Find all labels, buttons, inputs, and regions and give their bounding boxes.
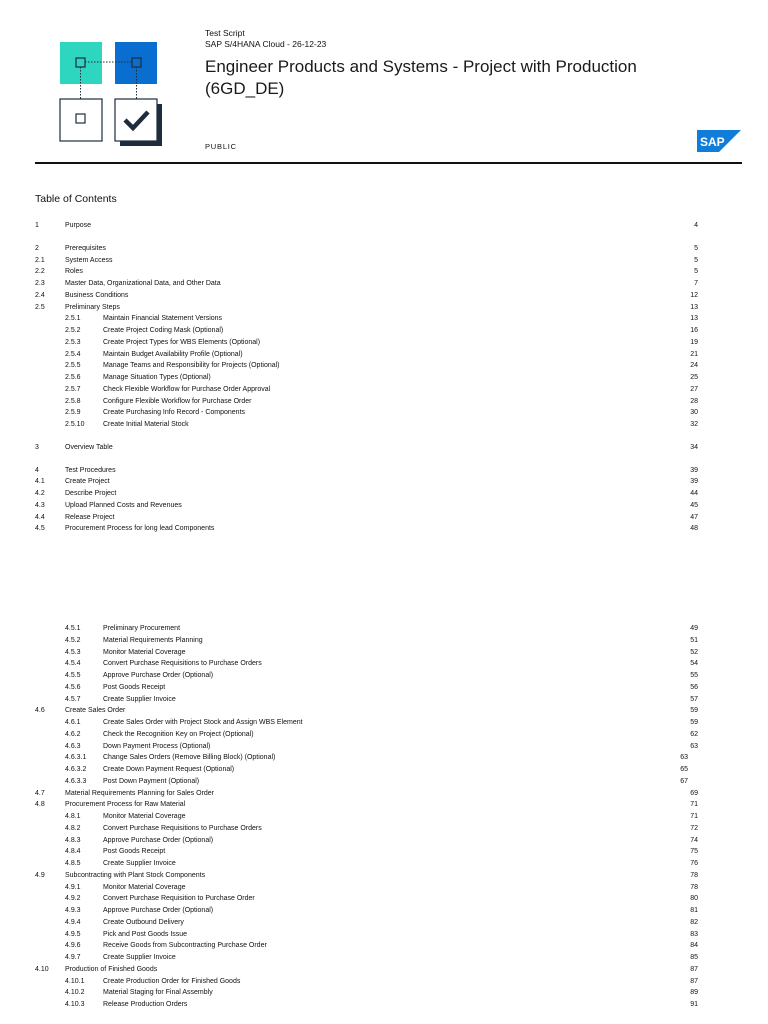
toc-entry-number: 4.5.5 bbox=[65, 672, 81, 679]
toc-entry-title: Create Initial Material Stock bbox=[103, 421, 189, 428]
toc-entry-page: 56 bbox=[690, 683, 698, 691]
toc-entry-title: Monitor Material Coverage bbox=[103, 648, 186, 656]
toc-entry-number: 4.1 bbox=[35, 478, 45, 486]
toc-entry-number: 2.5.4 bbox=[65, 350, 81, 358]
toc-entry-page: 5 bbox=[694, 244, 698, 252]
toc-entry-title: Receive Goods from Subcontracting Purchase Order bbox=[103, 942, 267, 950]
toc-entry-number: 1 bbox=[35, 222, 39, 229]
toc-entry[interactable] bbox=[0, 512, 768, 523]
toc-entry[interactable] bbox=[0, 964, 768, 975]
toc-entry-page: 13 bbox=[690, 303, 698, 311]
toc-entry-page: 85 bbox=[690, 954, 698, 961]
toc-entry[interactable] bbox=[0, 302, 768, 313]
toc-entry[interactable] bbox=[0, 255, 768, 266]
toc-entry[interactable] bbox=[0, 476, 768, 487]
toc-entry-page: 12 bbox=[690, 291, 698, 299]
toc-entry-number: 4.6 bbox=[35, 707, 45, 715]
toc-entry[interactable] bbox=[0, 488, 768, 499]
toc-entry-page: 91 bbox=[690, 1001, 698, 1008]
toc-entry-title: Manage Teams and Responsibility for Projects (Optional) bbox=[103, 362, 280, 370]
toc-entry-page: 48 bbox=[690, 525, 698, 533]
toc-entry-title: Roles bbox=[65, 268, 83, 276]
toc-entry-number: 2 bbox=[35, 244, 39, 252]
toc-entry[interactable] bbox=[0, 278, 768, 289]
toc-entry-number: 4.6.2 bbox=[65, 730, 81, 738]
toc-entry[interactable] bbox=[0, 372, 768, 383]
toc-entry-number: 4.9.2 bbox=[65, 895, 81, 903]
toc-entry-number: 4.10.1 bbox=[65, 977, 85, 985]
toc-entry-title: Purpose bbox=[65, 222, 92, 229]
toc-entry-page: 57 bbox=[690, 695, 698, 703]
toc-entry-page: 78 bbox=[690, 871, 698, 879]
toc-entry[interactable] bbox=[0, 349, 768, 360]
toc-entry[interactable] bbox=[0, 523, 768, 534]
toc-entry-title: Approve Purchase Order (Optional) bbox=[103, 907, 214, 914]
toc-entry-page: 4 bbox=[694, 222, 698, 229]
toc-entry[interactable] bbox=[0, 987, 768, 998]
toc-entry-number: 4.3 bbox=[35, 501, 45, 509]
toc-entry-number: 2.5 bbox=[35, 303, 45, 311]
toc-entry-title: Monitor Material Coverage bbox=[103, 813, 186, 820]
toc-entry[interactable] bbox=[0, 976, 768, 987]
toc-entry[interactable] bbox=[0, 442, 768, 453]
toc-entry[interactable] bbox=[0, 905, 768, 916]
toc-entry-title: Material Requirements Planning for Sales Order bbox=[65, 789, 215, 797]
toc-entry-title: Create Sales Order bbox=[65, 707, 126, 715]
toc-heading: Table of Contents bbox=[35, 193, 117, 205]
toc-entry-page: 16 bbox=[690, 327, 698, 334]
toc-entry-title: Approve Purchase Order (Optional) bbox=[103, 672, 214, 679]
toc-entry-page: 39 bbox=[690, 478, 698, 486]
toc-entry-title: Create Project Types for WBS Elements (Optional) bbox=[103, 338, 261, 346]
toc-entry-number: 2.3 bbox=[35, 280, 45, 287]
toc-entry[interactable] bbox=[0, 752, 768, 763]
toc-entry-number: 4.5.6 bbox=[65, 683, 81, 691]
toc-entry-title: Maintain Budget Availability Profile (Optional) bbox=[103, 350, 243, 358]
toc-entry-number: 3 bbox=[35, 443, 39, 451]
toc-entry-number: 4.6.3.3 bbox=[65, 777, 87, 785]
toc-entry-page: 51 bbox=[690, 636, 698, 644]
toc-entry[interactable] bbox=[0, 243, 768, 254]
toc-entry[interactable] bbox=[0, 846, 768, 857]
toc-entry-title: Pick and Post Goods Issue bbox=[103, 930, 188, 938]
toc-entry-title: Overview Table bbox=[65, 443, 113, 451]
toc-entry-page: 71 bbox=[690, 813, 698, 820]
toc-entry-page: 69 bbox=[690, 789, 698, 797]
toc-entry[interactable] bbox=[0, 999, 768, 1010]
toc-entry-page: 7 bbox=[694, 280, 698, 287]
toc-entry-title: Create Supplier Invoice bbox=[103, 954, 176, 961]
toc-entry-number: 4.6.1 bbox=[65, 719, 81, 726]
toc-entry-title: Post Down Payment (Optional) bbox=[103, 777, 200, 785]
sap-logo-text: SAP bbox=[700, 135, 725, 149]
toc-entry-number: 4.8.1 bbox=[65, 813, 81, 820]
toc-entry-title: Post Goods Receipt bbox=[103, 683, 166, 691]
doc-type: Test Script bbox=[205, 28, 245, 38]
toc-entry-page: 27 bbox=[690, 385, 698, 393]
classification-label: PUBLIC bbox=[205, 142, 237, 151]
toc-entry[interactable] bbox=[0, 407, 768, 418]
toc-entry-number: 2.5.9 bbox=[65, 409, 81, 417]
title-line-1: Engineer Products and Systems - Project with Production bbox=[205, 57, 637, 76]
toc-entry-page: 5 bbox=[694, 256, 698, 264]
toc-entry-number: 4.6.3 bbox=[65, 742, 81, 750]
toc-entry[interactable] bbox=[0, 705, 768, 716]
toc-entry-number: 2.5.10 bbox=[65, 421, 85, 428]
toc-entry-title: Convert Purchase Requisitions to Purchase Orders bbox=[103, 660, 262, 668]
toc-entry[interactable] bbox=[0, 729, 768, 740]
toc-entry[interactable] bbox=[0, 858, 768, 869]
toc-entry-page: 65 bbox=[680, 766, 688, 773]
toc-entry-number: 4.8.3 bbox=[65, 836, 81, 844]
toc-entry[interactable] bbox=[0, 823, 768, 834]
toc-entry-page: 59 bbox=[690, 719, 698, 726]
toc-entry-number: 4.5.2 bbox=[65, 636, 81, 644]
toc-entry-title: Preliminary Procurement bbox=[103, 625, 181, 632]
toc-entry-page: 54 bbox=[690, 660, 698, 668]
toc-entry[interactable] bbox=[0, 741, 768, 752]
toc-entry-number: 2.5.6 bbox=[65, 374, 81, 381]
toc-entry[interactable] bbox=[0, 811, 768, 822]
toc-entry[interactable] bbox=[0, 647, 768, 658]
toc-entry[interactable] bbox=[0, 313, 768, 324]
toc-entry-number: 4.8.4 bbox=[65, 848, 81, 856]
toc-entry-number: 2.5.1 bbox=[65, 315, 81, 323]
toc-entry[interactable] bbox=[0, 635, 768, 646]
toc-entry[interactable] bbox=[0, 325, 768, 336]
toc-entry-title: Check Flexible Workflow for Purchase Order Approval bbox=[103, 385, 271, 393]
toc-entry-number: 2.5.5 bbox=[65, 362, 81, 370]
toc-entry[interactable] bbox=[0, 220, 768, 231]
toc-entry-page: 87 bbox=[690, 965, 698, 973]
toc-entry[interactable] bbox=[0, 764, 768, 775]
toc-entry[interactable] bbox=[0, 500, 768, 511]
toc-entry-page: 5 bbox=[694, 268, 698, 276]
toc-entry-page: 44 bbox=[690, 490, 698, 497]
toc-entry-page: 81 bbox=[690, 907, 698, 914]
toc-entry-number: 4.7 bbox=[35, 789, 45, 797]
toc-entry-title: Post Goods Receipt bbox=[103, 848, 166, 856]
toc-entry[interactable] bbox=[0, 917, 768, 928]
toc-entry-number: 4.2 bbox=[35, 490, 45, 497]
toc-entry-number: 2.4 bbox=[35, 291, 45, 299]
toc-entry-page: 47 bbox=[690, 513, 698, 521]
toc-entry-page: 72 bbox=[690, 824, 698, 832]
toc-entry-title: Create Sales Order with Project Stock and Assign WBS Element bbox=[103, 719, 303, 726]
toc-entry-page: 67 bbox=[680, 777, 688, 785]
toc-entry-title: Manage Situation Types (Optional) bbox=[103, 374, 211, 381]
toc-entry-number: 4 bbox=[35, 466, 39, 474]
toc-entry-number: 4.5 bbox=[35, 525, 45, 533]
toc-entry[interactable] bbox=[0, 799, 768, 810]
toc-entry-page: 28 bbox=[690, 397, 698, 405]
toc-entry[interactable] bbox=[0, 929, 768, 940]
toc-entry-title: Subcontracting with Plant Stock Components bbox=[65, 871, 206, 879]
toc-entry-title: Create Down Payment Request (Optional) bbox=[103, 766, 235, 773]
toc-entry-title: Create Outbound Delivery bbox=[103, 918, 184, 926]
toc-entry-page: 76 bbox=[690, 860, 698, 867]
toc-entry-title: Test Procedures bbox=[65, 466, 116, 474]
toc-entry-number: 2.5.3 bbox=[65, 338, 81, 346]
toc-entry-page: 89 bbox=[690, 989, 698, 997]
toc-entry[interactable] bbox=[0, 419, 768, 430]
toc-entry-number: 2.1 bbox=[35, 256, 45, 264]
toc-entry-page: 74 bbox=[690, 836, 698, 844]
toc-entry-page: 45 bbox=[690, 501, 698, 509]
toc-entry-title: Maintain Financial Statement Versions bbox=[103, 315, 223, 323]
toc-entry-number: 4.9 bbox=[35, 871, 45, 879]
toc-entry-number: 4.5.3 bbox=[65, 648, 81, 656]
toc-entry-title: Prerequisites bbox=[65, 244, 106, 252]
toc-entry-number: 4.8.2 bbox=[65, 824, 81, 832]
toc-entry-title: Release Project bbox=[65, 513, 115, 521]
toc-entry-title: Material Requirements Planning bbox=[103, 636, 203, 644]
toc-entry-number: 4.10 bbox=[35, 965, 49, 973]
toc-entry[interactable] bbox=[0, 893, 768, 904]
toc-entry-title: System Access bbox=[65, 256, 113, 264]
toc-entry-number: 4.6.3.1 bbox=[65, 754, 87, 762]
toc-entry-page: 87 bbox=[690, 977, 698, 985]
toc-entry-page: 34 bbox=[690, 443, 698, 451]
toc-entry-title: Create Project bbox=[65, 478, 110, 486]
toc-entry-page: 63 bbox=[690, 742, 698, 750]
toc-entry-title: Configure Flexible Workflow for Purchase Order bbox=[103, 397, 252, 405]
toc-entry-number: 4.4 bbox=[35, 513, 45, 521]
toc-entry-page: 39 bbox=[690, 466, 698, 474]
toc-entry[interactable] bbox=[0, 788, 768, 799]
toc-entry-title: Create Supplier Invoice bbox=[103, 695, 176, 703]
toc-entry-number: 2.5.8 bbox=[65, 397, 81, 405]
toc-entry[interactable] bbox=[0, 682, 768, 693]
toc-entry[interactable] bbox=[0, 290, 768, 301]
toc-entry-page: 55 bbox=[690, 672, 698, 679]
toc-entry-title: Convert Purchase Requisitions to Purchase Orders bbox=[103, 824, 262, 832]
toc-entry-number: 2.2 bbox=[35, 268, 45, 276]
toc-entry[interactable] bbox=[0, 360, 768, 371]
toc-entry-number: 4.10.2 bbox=[65, 989, 85, 997]
toc-entry-page: 19 bbox=[690, 338, 698, 346]
toc-entry-number: 4.9.4 bbox=[65, 918, 81, 926]
toc-entry[interactable] bbox=[0, 670, 768, 681]
toc-entry-page: 30 bbox=[690, 409, 698, 417]
toc-entry[interactable] bbox=[0, 776, 768, 787]
toc-entry-page: 62 bbox=[690, 730, 698, 738]
toc-entry[interactable] bbox=[0, 940, 768, 951]
toc-entry-number: 4.5.7 bbox=[65, 695, 81, 703]
toc-entry-number: 4.10.3 bbox=[65, 1001, 85, 1008]
toc-entry[interactable] bbox=[0, 266, 768, 277]
toc-entry[interactable] bbox=[0, 870, 768, 881]
toc-entry-title: Preliminary Steps bbox=[65, 303, 120, 311]
toc-entry-page: 75 bbox=[690, 848, 698, 856]
toc-entry-page: 84 bbox=[690, 942, 698, 950]
product-date: SAP S/4HANA Cloud - 26-12-23 bbox=[205, 39, 327, 49]
toc-entry[interactable] bbox=[0, 658, 768, 669]
toc-entry-page: 25 bbox=[690, 374, 698, 381]
toc-entry-title: Check the Recognition Key on Project (Optional) bbox=[103, 730, 254, 738]
toc-entry-title: Create Production Order for Finished Goods bbox=[103, 977, 241, 985]
toc-entry-page: 83 bbox=[690, 930, 698, 938]
toc-entry-title: Release Production Orders bbox=[103, 1001, 188, 1008]
toc-entry-number: 4.9.3 bbox=[65, 907, 81, 914]
toc-entry-number: 4.8 bbox=[35, 801, 45, 809]
title-line-2: (6GD_DE) bbox=[205, 79, 285, 98]
toc-entry-page: 82 bbox=[690, 918, 698, 926]
toc-entry[interactable] bbox=[0, 384, 768, 395]
toc-entry-page: 21 bbox=[690, 350, 698, 358]
toc-entry[interactable] bbox=[0, 882, 768, 893]
toc-entry-title: Monitor Material Coverage bbox=[103, 883, 186, 891]
toc-entry-title: Create Project Coding Mask (Optional) bbox=[103, 327, 224, 334]
toc-entry-title: Describe Project bbox=[65, 490, 117, 497]
toc-entry-number: 4.5.4 bbox=[65, 660, 81, 668]
toc-entry-page: 71 bbox=[690, 801, 698, 809]
toc-entry[interactable] bbox=[0, 694, 768, 705]
toc-entry-number: 2.5.2 bbox=[65, 327, 81, 334]
toc-entry-title: Business Conditions bbox=[65, 291, 129, 299]
toc-entry-page: 24 bbox=[690, 362, 698, 370]
toc-entry-page: 78 bbox=[690, 883, 698, 891]
toc-entry[interactable] bbox=[0, 952, 768, 963]
toc-entry-page: 80 bbox=[690, 895, 698, 903]
toc-entry-page: 32 bbox=[690, 421, 698, 428]
toc-entry-number: 4.9.6 bbox=[65, 942, 81, 950]
toc-entry-page: 59 bbox=[690, 707, 698, 715]
toc-entry-page: 63 bbox=[680, 754, 688, 762]
toc-entry-title: Material Staging for Final Assembly bbox=[103, 989, 213, 997]
toc-entry[interactable] bbox=[0, 337, 768, 348]
toc-entry-title: Down Payment Process (Optional) bbox=[103, 742, 211, 750]
toc-entry-title: Procurement Process for Raw Material bbox=[65, 801, 186, 809]
toc-entry-title: Create Supplier Invoice bbox=[103, 860, 176, 867]
toc-entry-number: 4.6.3.2 bbox=[65, 766, 87, 773]
toc-entry-title: Convert Purchase Requisition to Purchase Order bbox=[103, 895, 255, 903]
toc-entry-number: 4.5.1 bbox=[65, 625, 81, 632]
toc-entry-title: Procurement Process for long lead Components bbox=[65, 525, 215, 533]
toc-entry[interactable] bbox=[0, 717, 768, 728]
toc-entry-title: Create Purchasing Info Record - Components bbox=[103, 409, 246, 417]
toc-entry-number: 2.5.7 bbox=[65, 385, 81, 393]
toc-entry-number: 4.9.1 bbox=[65, 883, 81, 891]
toc-entry-number: 4.9.7 bbox=[65, 954, 81, 961]
toc-entry-number: 4.8.5 bbox=[65, 860, 81, 867]
toc-entry[interactable] bbox=[0, 396, 768, 407]
toc-entry-title: Upload Planned Costs and Revenues bbox=[65, 501, 182, 509]
toc-entry-title: Master Data, Organizational Data, and Other Data bbox=[65, 280, 221, 287]
toc-entry[interactable] bbox=[0, 835, 768, 846]
toc-entry-number: 4.9.5 bbox=[65, 930, 81, 938]
toc-entry[interactable] bbox=[0, 623, 768, 634]
toc-entry-page: 52 bbox=[690, 648, 698, 656]
toc-entry-title: Production of Finished Goods bbox=[65, 965, 158, 973]
toc-entry-page: 49 bbox=[690, 625, 698, 632]
toc-entry-title: Approve Purchase Order (Optional) bbox=[103, 836, 214, 844]
toc-entry-page: 13 bbox=[690, 315, 698, 323]
toc-entry[interactable] bbox=[0, 465, 768, 476]
toc-entry-title: Change Sales Orders (Remove Billing Block) (Optional) bbox=[103, 754, 276, 762]
